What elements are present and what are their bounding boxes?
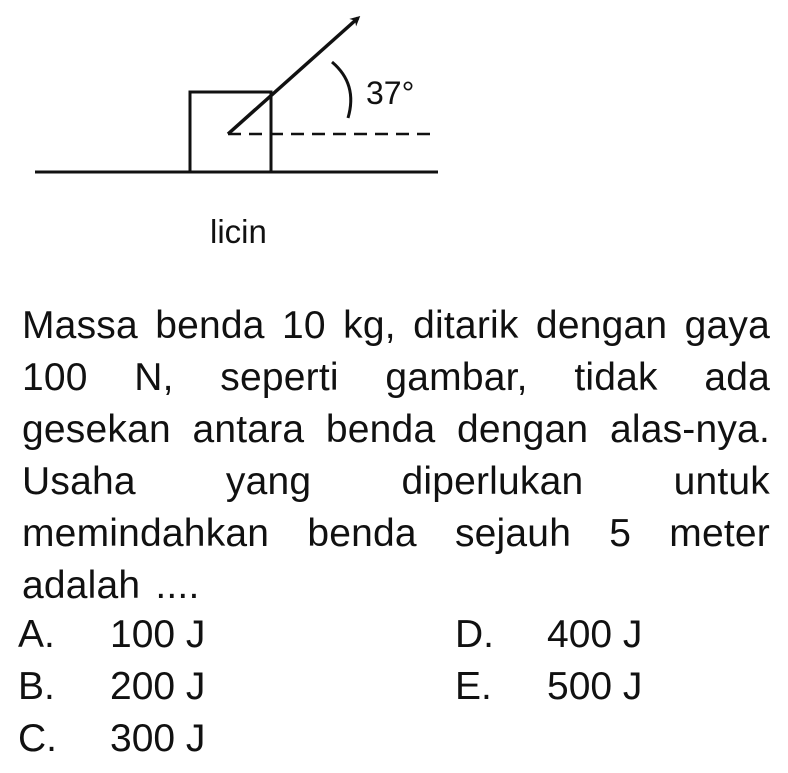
- option-a[interactable]: [18, 609, 205, 661]
- option-letter: A.: [18, 613, 55, 656]
- force-arrow: [228, 18, 358, 134]
- angle-arc: [332, 62, 351, 118]
- force-diagram: [0, 0, 788, 270]
- angle-label: 37°: [366, 75, 415, 111]
- option-letter: E.: [455, 665, 492, 708]
- option-value: 500 J: [547, 665, 643, 708]
- option-d[interactable]: [455, 609, 642, 661]
- surface-label: licin: [210, 213, 267, 250]
- option-value: 300 J: [110, 717, 206, 760]
- option-letter: B.: [18, 665, 55, 708]
- option-letter: D.: [455, 613, 494, 656]
- question-text: Massa benda 10 kg, ditarik dengan gaya 100 N, seperti gambar, tidak ada gesekan antara benda dengan alas-nya. Usaha yang diperlukan untuk memindahkan benda sejauh 5 meter adalah ....: [22, 304, 770, 607]
- option-value: 400 J: [547, 613, 643, 656]
- option-letter: C.: [18, 717, 57, 760]
- option-value: 100 J: [110, 613, 206, 656]
- option-b[interactable]: [18, 661, 205, 713]
- option-e[interactable]: [455, 661, 642, 713]
- option-value: 200 J: [110, 665, 206, 708]
- option-c[interactable]: [18, 713, 205, 765]
